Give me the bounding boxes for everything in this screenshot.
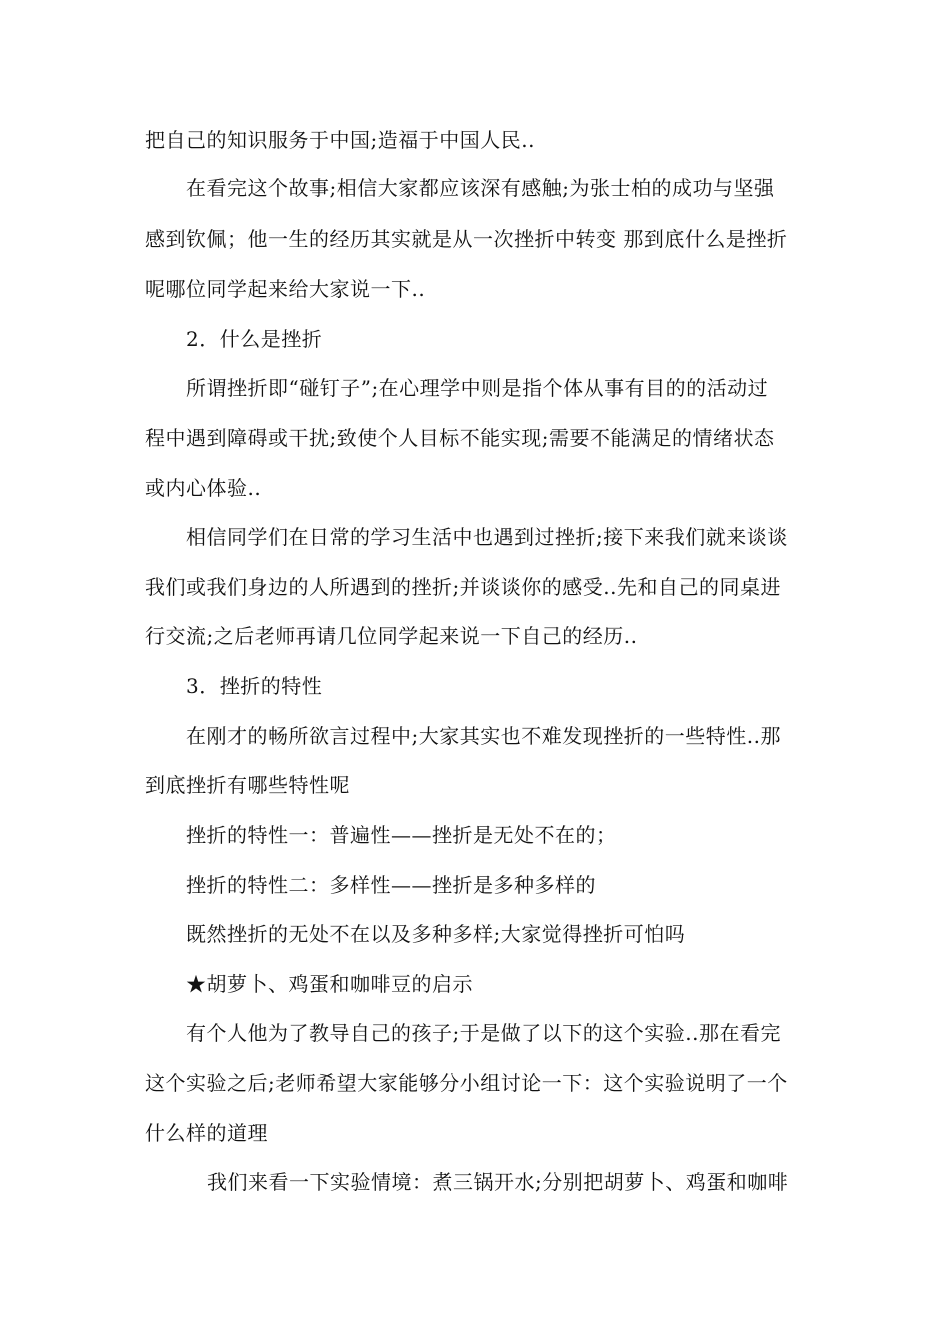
text-line-9: 相信同学们在日常的学习生活中也遇到过挫折;接下来我们就来谈谈 <box>186 525 788 549</box>
text-line-10: 我们或我们身边的人所遇到的挫折;并谈谈你的感受..先和自己的同桌进 <box>145 575 781 599</box>
text-line-4: 呢哪位同学起来给大家说一下.. <box>145 277 426 301</box>
text-line-16: 挫折的特性二：多样性——挫折是多种多样的 <box>186 873 596 897</box>
star-heading: ★胡萝卜、鸡蛋和咖啡豆的启示 <box>186 972 473 996</box>
text-line-2: 在看完这个故事;相信大家都应该深有感触;为张士柏的成功与坚强 <box>186 176 775 200</box>
text-line-17: 既然挫折的无处不在以及多种多样;大家觉得挫折可怕吗 <box>186 922 686 946</box>
text-line-14: 到底挫折有哪些特性呢 <box>145 773 350 797</box>
text-line-3: 感到钦佩；他一生的经历其实就是从一次挫折中转变 那到底什么是挫折 <box>145 227 788 251</box>
section-heading-3: 3．挫折的特性 <box>186 674 323 698</box>
text-line-19: 有个人他为了教导自己的孩子;于是做了以下的这个实验..那在看完 <box>186 1021 781 1045</box>
text-line-7: 程中遇到障碍或干扰;致使个人目标不能实现;需要不能满足的情绪状态 <box>145 426 775 450</box>
text-line-21: 什么样的道理 <box>145 1121 268 1145</box>
text-line-22: 我们来看一下实验情境：煮三锅开水;分别把胡萝卜、鸡蛋和咖啡 <box>207 1170 789 1194</box>
text-line-8: 或内心体验.. <box>145 476 262 500</box>
text-line-20: 这个实验之后;老师希望大家能够分小组讨论一下：这个实验说明了一个 <box>145 1071 788 1095</box>
text-line-15: 挫折的特性一：普遍性——挫折是无处不在的； <box>186 823 617 847</box>
text-line-6: 所谓挫折即“碰钉子”;在心理学中则是指个体从事有目的的活动过 <box>186 376 769 400</box>
text-line-11: 行交流;之后老师再请几位同学起来说一下自己的经历.. <box>145 624 638 648</box>
text-line-13: 在刚才的畅所欲言过程中;大家其实也不难发现挫折的一些特性..那 <box>186 724 781 748</box>
section-heading-2: 2．什么是挫折 <box>186 327 323 351</box>
text-line-1: 把自己的知识服务于中国;造福于中国人民.. <box>145 128 535 152</box>
